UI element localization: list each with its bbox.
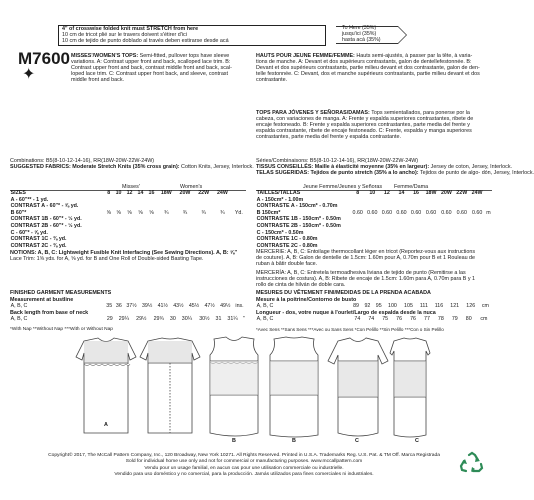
row-label: A - 60"** - 1 yd. <box>10 196 49 203</box>
table-row <box>256 216 492 223</box>
table-row <box>10 236 246 243</box>
en-description: MISSES'/WOMEN'S TOPS: Semi-fitted, pullover tops have sleeve variations. A: Contrast upper front and back, scalloped lace trim. B: Contrast upper front and back, contrast middle front and back, scal- loped lace trim. C: Contrast upper front back, and sleeve, contrast middle front and back. <box>71 53 232 84</box>
row-value: 0.60 <box>367 209 378 216</box>
size-8: 8 <box>356 190 360 196</box>
table-row <box>10 197 246 204</box>
row-value: 39½ <box>141 303 153 309</box>
fr-length-table <box>256 316 492 323</box>
row-label: A, B, C <box>256 303 274 309</box>
row-value: 77 <box>424 316 430 322</box>
fr-womens-header: Femme/Dama <box>394 184 429 190</box>
stretch-gauge-box <box>58 25 326 46</box>
row-value: 31 <box>215 316 222 322</box>
row-value: 95 <box>375 303 382 309</box>
en-combinations: Combinations: B5(8-10-12-14-16), RR(18W-20W-22W-24W) <box>10 158 155 164</box>
size-header-row <box>256 190 492 197</box>
view-a-back-flat <box>140 338 200 433</box>
row-value: ⅝ <box>138 209 143 216</box>
row-value: 0.60 <box>425 209 437 216</box>
row-label: A, B, C <box>256 316 274 322</box>
row-value: 105 <box>404 303 413 309</box>
row-value: 0.60 <box>410 209 422 216</box>
size-16: 16 <box>148 190 155 196</box>
en-misses-header: Misses' <box>122 184 140 190</box>
es-title: TOPS PARA JÓVENES Y SEÑORAS/DAMAS: <box>256 110 370 116</box>
row-label: C - 150cm* - 0.50m <box>256 229 304 236</box>
table-row <box>256 316 492 323</box>
en-fabrics: Combinations: B5(8-10-12-14-16), RR(18W-20W-22W-24W) SUGGESTED FABRICS: Moderate Stretch Knits (35% cross grain): Cotton Knits, Jersey, Interlock. <box>10 158 254 171</box>
view-a-front-flat <box>76 338 136 433</box>
row-label: A - 150cm* - 1.00m <box>256 196 304 203</box>
size-12: 12 <box>383 190 390 196</box>
row-value: ⅝ <box>116 209 121 216</box>
row-value: 0.60 <box>471 209 483 216</box>
row-unit: ins. <box>235 303 244 309</box>
row-value: 31¼ <box>227 316 238 322</box>
row-value: 0.60 <box>456 209 467 216</box>
fr-bust-table <box>256 303 492 310</box>
size-24W: 24W <box>216 190 228 196</box>
row-value: 75 <box>382 316 389 322</box>
table-row <box>10 203 246 210</box>
row-value: 30 <box>169 316 176 322</box>
en-bust-table <box>10 303 246 310</box>
row-unit: " <box>242 316 245 322</box>
row-unit: Yd. <box>234 209 243 216</box>
row-unit: cm <box>481 303 489 309</box>
fr-description: HAUTS POUR JEUNE FEMME/FEMME: Hauts semi-ajustés, à passer par la tête, à varia- tions de manche. A: Devant et dos supérieurs contrastants, galon de dentellefestonnée. B: Devant et dos supérieurs contrastants, partie milieu devant et dos contrastante, galon de den- telle festonnée. C: Devant, dos et manche supérieurs contrastants, partie milieu devant et dos contrastante. <box>256 53 480 84</box>
row-value: 100 <box>388 303 397 309</box>
size-label: SIZES <box>10 190 26 196</box>
fr-es-fabrics: Séries/Combinaisons: B5(8-10-12-14-16), RR(18W-20W-22W-24W) TISSUS CONSEILLÉS: Maille à élasticité moyenne (35% en largeur): Jersey de coton, Jersey, Interlock. TELAS SUGERIDAS: Tejidos de punto stretch (35% a lo ancho): Tejidos de punto de algo- dón, Jersey, Interlock. <box>256 158 534 177</box>
fr-combinations: Séries/Combinaisons: B5(8-10-12-14-16), RR(18W-20W-22W-24W) <box>256 158 419 164</box>
copyright-block: Copyright© 2017, The McCall Pattern Company, Inc., 120 Broadway, New York 10271. All Rights Reserved. Printed in U.S.A. Trademarks Reg. U.S. Pat. & TM Off. Marca Registrada Sold for individual home use only and not for commercial or manufacturing purposes. www.mccallpattern.com Vendu pour un usage familial, en aucun cas pour une utilisation commerciale ou industrielle. Vendido para uso doméstico y no comercial, para la producción. Jamás utilizados para fines comerciales ni industriales. <box>48 453 440 477</box>
en-title: MISSES'/WOMEN'S TOPS: <box>71 53 139 59</box>
size-10: 10 <box>115 190 122 196</box>
to-here-labels <box>342 25 381 43</box>
size-18W: 18W <box>425 190 437 196</box>
row-value: 45½ <box>188 303 200 309</box>
row-value: 92 <box>364 303 371 309</box>
row-unit: m <box>486 209 491 216</box>
row-label: A, B, C <box>10 316 28 322</box>
row-value: ¾ <box>201 209 206 216</box>
table-row <box>10 316 246 323</box>
view-label-b-front: B <box>232 438 236 444</box>
view-c-front-flat <box>328 338 388 436</box>
row-label: B 150cm* <box>256 209 281 216</box>
row-value: ¾ <box>182 209 188 216</box>
row-label: CONTRAST A - 60"* - ⅝ yd. <box>10 203 79 210</box>
row-value: 35 <box>106 303 113 309</box>
row-label: CONTRASTE 1B - 150cm* - 0.50m <box>256 216 341 223</box>
table-row <box>256 230 492 237</box>
row-unit: cm <box>480 316 488 322</box>
es-notions: MERCERÍA: A, B, C: Entretela termoadhesiva liviana de tejido de punto (Remitirse a las instrucciones de costura). A, B: Ribete de encaje de 1.5cm: 1.60m para A, 0.70m para B y 1 rollo de cinta de hilván de doble cara. <box>256 270 476 289</box>
to-here-es: hasta acá (35%) <box>342 37 381 43</box>
row-value: ⅝ <box>106 209 111 216</box>
row-value: 29½ <box>136 316 147 322</box>
row-value: 0.60 <box>352 209 363 216</box>
table-row <box>256 203 492 210</box>
row-value: 37½ <box>126 303 137 309</box>
to-here-en: To Here (35%) <box>342 25 377 31</box>
size-14: 14 <box>398 190 405 196</box>
size-8: 8 <box>107 190 111 196</box>
size-12: 12 <box>126 190 133 196</box>
fr-bust-label: Mesure à la poitrine/Contorno de busto <box>256 297 357 303</box>
row-label: C - 60"* - ⅝ yd. <box>10 229 48 236</box>
en-bust-label: Measurement at bustline <box>10 297 74 303</box>
size-22W: 22W <box>456 190 468 196</box>
size-16: 16 <box>413 190 420 196</box>
row-value: 49½ <box>220 303 231 309</box>
view-label-a: A <box>104 422 108 428</box>
fr-yardage-table <box>256 190 492 249</box>
table-row <box>256 223 492 230</box>
en-nap-footnote: *With Nap **Without Nap ***With or Without Nap <box>10 327 113 332</box>
es-description: TOPS PARA JÓVENES Y SEÑORAS/DAMAS: Tops semientallados, para ponerse por la cabeza, con variaciones de manga. A: Frente y espalda superiores contrastantes, ribete de encaje festoneado. B: Frente y espalda superiores contrastantes, parte media del frente y espalda contrastante, ribete de encaje festoneado. C: Frente, espalda y manga superiores contrastantes, parte media del frente y espalda contrastante. <box>256 110 474 141</box>
fr-nap-footnote: *Avec Sens **Sans Sens ***Avec ou Sans Sens *Con Pelillo **Sin Pelillo ***Con o Sin Pelillo <box>256 327 444 332</box>
row-value: 78 <box>437 316 444 322</box>
view-c-back-flat <box>390 338 430 437</box>
row-label: CONTRAST 1C - ⅜ yd. <box>10 236 67 243</box>
row-value: ¾ <box>164 209 169 216</box>
table-row <box>10 303 246 310</box>
row-value: ⅝ <box>149 209 154 216</box>
table-row <box>10 243 246 250</box>
size-header-row <box>10 190 246 197</box>
stretch-line-fr: 10 cm de tricot plié sur le travers doivent s'étirer d'ici <box>62 32 187 39</box>
row-label: CONTRASTE 2B - 150cm* - 0.50m <box>256 222 341 229</box>
row-value: 74 <box>368 316 375 322</box>
row-value: 30¼ <box>181 316 193 322</box>
row-value: 121 <box>450 303 460 309</box>
en-measure-title: FINISHED GARMENT MEASUREMENTS <box>10 290 112 296</box>
view-b-back-flat <box>270 337 318 437</box>
size-20W: 20W <box>179 190 191 196</box>
table-row <box>10 230 246 237</box>
view-b-front-flat <box>210 337 258 436</box>
view-label-c-back: C <box>415 438 419 444</box>
row-value: 36 <box>115 303 122 309</box>
table-row <box>10 223 246 230</box>
size-20W: 20W <box>440 190 452 196</box>
row-value: ⅝ <box>127 209 132 216</box>
fr-length-label: Longueur - dos, votre nuque à l'ourlet/Largo de espalda desde la nuca <box>256 310 436 316</box>
row-value: ¾ <box>220 209 225 216</box>
row-label: CONTRAST 2B - 60"* - ½ yd. <box>10 222 82 229</box>
fr-measure-title: MESURES DU VÊTEMENT FINI/MEDIDAS DE LA PRENDA ACABADA <box>256 290 431 296</box>
stretch-line-es: 10 cm de tejido de punto doblado al través deben estirarse desde acá <box>62 38 229 45</box>
en-womens-header: Women's <box>180 184 203 190</box>
table-row <box>256 197 492 204</box>
row-value: 41½ <box>157 303 168 309</box>
row-value: 0.60 <box>381 209 393 216</box>
unit-col <box>232 190 246 197</box>
size-label: TAILLES/TALLAS <box>256 190 301 196</box>
row-value: 76 <box>396 316 403 322</box>
row-value: 43½ <box>173 303 184 309</box>
garment-flats <box>70 335 430 445</box>
row-value: 89 <box>353 303 360 309</box>
row-label: CONTRASTE 1C - 0.80m <box>256 236 318 243</box>
row-value: 47½ <box>204 303 215 309</box>
recycle-icon <box>459 451 485 475</box>
fr-notions: MERCERIE: A, B, C: Entoilage thermocollant léger en tricot (Reportez-vous aux instructions de couture). A, B: Galon de dentelle de 1.5cm: 1.60m pour A, 0.70m pour B et 1 Rouleau de ruban à bâtir double face. <box>256 249 476 268</box>
size-22W: 22W <box>198 190 210 196</box>
table-row <box>256 236 492 243</box>
table-row <box>10 216 246 223</box>
row-label: CONTRAST 1B - 60"* - ½ yd. <box>10 216 82 223</box>
size-14: 14 <box>137 190 144 196</box>
en-notions: NOTIONS: A, B, C: Lightweight Fusible Knit Interfacing (See Sewing Directions). A, B: ⅝" Lace Trim: 1⅝ yds. for A, ⅝ yd. for B and One Roll of Double-sided Basting Tape. <box>10 250 238 263</box>
row-label: B 60"* <box>10 209 27 216</box>
unit-col <box>485 190 492 197</box>
stretch-line-en: 4" of crosswise folded knit must STRETCH from here <box>62 26 199 32</box>
fr-title: HAUTS POUR JEUNE FEMME/FEMME: <box>256 53 355 59</box>
fr-misses-header: Jeune Femme/Jeunes y Señoras <box>303 184 383 190</box>
row-value: 0.60 <box>396 209 407 216</box>
row-label: CONTRASTE 2C - 0.80m <box>256 242 318 249</box>
row-value: 30½ <box>199 316 210 322</box>
star-icon: ✦ <box>22 66 36 83</box>
to-here-fr: jusqu'ici (35%) <box>342 31 377 37</box>
row-value: 29 <box>106 316 113 322</box>
row-value: 111 <box>419 303 428 309</box>
pattern-number: M7600 <box>18 49 70 68</box>
row-label: A, B, C <box>10 303 28 309</box>
table-row <box>256 303 492 310</box>
view-label-c-front: C <box>355 438 359 444</box>
en-length-label: Back length from base of neck <box>10 310 89 316</box>
row-value: 29¾ <box>153 316 164 322</box>
size-18W: 18W <box>160 190 172 196</box>
row-value: 74 <box>354 316 361 322</box>
row-value: 0.60 <box>441 209 452 216</box>
size-10: 10 <box>369 190 376 196</box>
row-value: 116 <box>434 303 444 309</box>
row-label: CONTRASTE A - 150cm* - 0.70m <box>256 203 338 210</box>
table-row <box>256 210 492 217</box>
size-24W: 24W <box>471 190 483 196</box>
row-value: 79 <box>451 316 458 322</box>
en-length-table <box>10 316 246 323</box>
row-value: 29¼ <box>118 316 130 322</box>
en-yardage-table <box>10 190 246 249</box>
row-label: CONTRAST 2C - ⅜ yd. <box>10 242 67 249</box>
row-value: 76 <box>410 316 416 322</box>
row-value: 80 <box>465 316 472 322</box>
row-value: 126 <box>466 303 476 309</box>
view-label-b-back: B <box>292 438 296 444</box>
